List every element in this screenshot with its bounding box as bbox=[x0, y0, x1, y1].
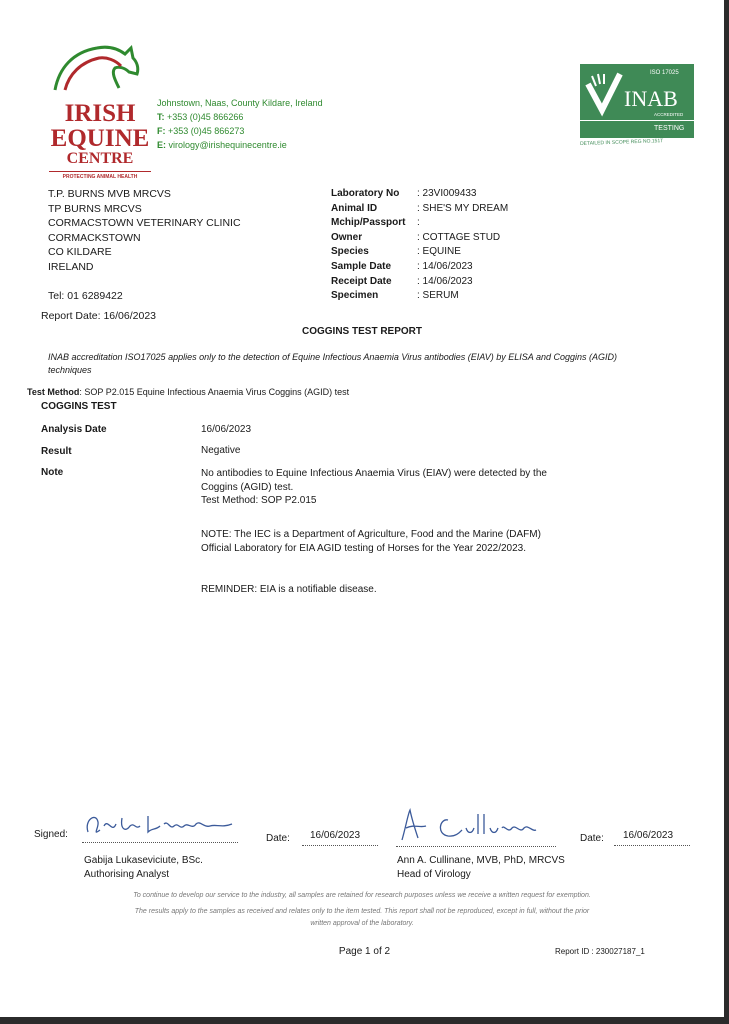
footer-results-notice: The results apply to the samples as received and relates only to the item tested. This report shall not be reproduced, except in full, without the prior bbox=[134, 908, 590, 915]
recipient-line: TP BURNS MRCVS bbox=[48, 202, 142, 215]
note-text-3: NOTE: The IEC is a Department of Agriculture, Food and the Marine (DAFM) Official Laboratory for EIA AGID testing of Horses for the Year 2022/2023. bbox=[201, 529, 541, 554]
result-value: Negative bbox=[201, 445, 241, 456]
date-line-analyst bbox=[302, 845, 378, 846]
detail-row bbox=[331, 289, 508, 304]
inab-tick-icon bbox=[584, 70, 624, 120]
detail-label: Mchip/Passport bbox=[331, 217, 406, 229]
detail-label: Specimen bbox=[331, 290, 379, 302]
note-label: Note bbox=[41, 467, 64, 478]
detail-label: Laboratory No bbox=[331, 188, 400, 199]
recipient-line: CORMACSTOWN VETERINARY CLINIC bbox=[48, 217, 241, 230]
detail-row bbox=[331, 231, 508, 246]
detail-value: : SERUM bbox=[417, 290, 459, 302]
detail-row bbox=[331, 202, 508, 217]
inab-type: TESTING bbox=[654, 125, 685, 132]
date-label-head: Date: bbox=[580, 833, 604, 844]
accreditation-disclaimer: INAB accreditation ISO17025 applies only to the detection of Equine Infectious Anaemia Virus antibodies (EIAV) by ELISA and Coggins (AGID) techniques bbox=[48, 352, 617, 375]
signature-head-scribble bbox=[396, 806, 556, 846]
inab-name: INAB bbox=[624, 86, 678, 111]
note-text-1: No antibodies to Equine Infectious Anaemia Virus (EIAV) were detected by the Coggins (AGID) test. bbox=[201, 468, 547, 493]
detail-label: Sample Date bbox=[331, 260, 392, 272]
detail-value: : 23VI009433 bbox=[417, 188, 477, 199]
test-method-value: : SOP P2.015 Equine Infectious Anaemia Virus Coggins (AGID) test bbox=[79, 387, 350, 397]
recipient-line: T.P. BURNS MVB MRCVS bbox=[48, 188, 171, 200]
inab-scope: DETAILED IN SCOPE REG NO.151T bbox=[579, 138, 664, 147]
horse-head-icon bbox=[45, 38, 155, 98]
date-value-head: 16/06/2023 bbox=[623, 830, 674, 841]
test-method-label: Test Method bbox=[27, 387, 80, 397]
email-label: E: bbox=[157, 140, 166, 150]
inab-accreditation-logo bbox=[580, 64, 694, 146]
signature-analyst-scribble bbox=[82, 806, 238, 842]
detail-label: Species bbox=[331, 246, 369, 258]
detail-value: : 14/06/2023 bbox=[417, 275, 473, 287]
detail-row bbox=[331, 275, 508, 290]
lab-email: virology@irishequinecentre.ie bbox=[168, 140, 287, 150]
sample-details bbox=[331, 187, 508, 304]
logo-word-irish: IRISH bbox=[64, 100, 136, 127]
signature-line-analyst bbox=[82, 842, 238, 843]
recipient-telephone: Tel: 01 6289422 bbox=[48, 290, 123, 302]
detail-row bbox=[331, 187, 508, 202]
analyst-name: Gabija Lukaseviciute, BSc. bbox=[84, 855, 203, 866]
inab-sub: ACCREDITED bbox=[654, 112, 684, 117]
analyst-role: Authorising Analyst bbox=[84, 869, 170, 880]
signed-label: Signed: bbox=[34, 829, 68, 840]
head-role: Head of Virology bbox=[397, 869, 471, 880]
signature-head bbox=[396, 806, 556, 846]
detail-label: Animal ID bbox=[331, 202, 378, 214]
detail-row bbox=[331, 216, 508, 231]
lab-address: Johnstown, Naas, County Kildare, Ireland bbox=[157, 98, 323, 108]
footer-approval-notice: written approval of the laboratory. bbox=[310, 920, 414, 927]
report-title: COGGINS TEST REPORT bbox=[301, 326, 422, 337]
report-id: Report ID : 230027187_1 bbox=[555, 947, 645, 956]
analysis-date-value: 16/06/2023 bbox=[201, 424, 252, 435]
note-text-2: Test Method: SOP P2.015 bbox=[201, 495, 317, 506]
result-label: Result bbox=[41, 446, 72, 457]
detail-value: : SHE'S MY DREAM bbox=[417, 202, 509, 214]
recipient-line: CO KILDARE bbox=[48, 246, 112, 259]
irish-equine-centre-logo bbox=[45, 38, 155, 180]
date-value-analyst: 16/06/2023 bbox=[310, 830, 361, 841]
detail-row bbox=[331, 245, 508, 260]
fax-label: F: bbox=[157, 126, 166, 136]
signature-line-head bbox=[396, 846, 556, 847]
detail-value: : bbox=[417, 217, 420, 229]
lab-address-block bbox=[157, 96, 323, 152]
analysis-date-label: Analysis Date bbox=[41, 424, 107, 435]
detail-label: Owner bbox=[331, 231, 363, 243]
detail-value: : COTTAGE STUD bbox=[417, 231, 501, 243]
tel-label: T: bbox=[157, 112, 165, 122]
date-label-analyst: Date: bbox=[266, 833, 290, 844]
section-heading: COGGINS TEST bbox=[41, 401, 117, 412]
logo-tagline: PROTECTING ANIMAL HEALTH bbox=[49, 171, 151, 180]
recipient-address bbox=[48, 187, 241, 275]
lab-fax: +353 (0)45 866273 bbox=[168, 126, 245, 136]
report-date: Report Date: 16/06/2023 bbox=[41, 310, 156, 322]
lab-telephone: +353 (0)45 866266 bbox=[167, 112, 244, 122]
detail-row bbox=[331, 260, 508, 275]
page-number: Page 1 of 2 bbox=[338, 946, 391, 957]
detail-value: : EQUINE bbox=[417, 246, 461, 258]
recipient-line: IRELAND bbox=[48, 260, 94, 273]
inab-iso: ISO 17025 bbox=[650, 70, 679, 76]
signature-analyst bbox=[82, 806, 238, 842]
detail-value: : 14/06/2023 bbox=[417, 260, 473, 272]
test-method-line bbox=[27, 387, 349, 397]
recipient-line: CORMACKSTOWN bbox=[48, 231, 141, 244]
footer-retention-notice: To continue to develop our service to the industry, all samples are retained for research purposes unless we receive a written request for exemption. bbox=[133, 892, 591, 899]
logo-word-equine: EQUINE bbox=[50, 125, 150, 152]
date-line-head bbox=[614, 845, 690, 846]
note-reminder: REMINDER: EIA is a notifiable disease. bbox=[201, 584, 377, 595]
head-name: Ann A. Cullinane, MVB, PhD, MRCVS bbox=[397, 855, 565, 866]
logo-word-centre: CENTRE bbox=[66, 150, 134, 167]
detail-label: Receipt Date bbox=[331, 275, 392, 287]
